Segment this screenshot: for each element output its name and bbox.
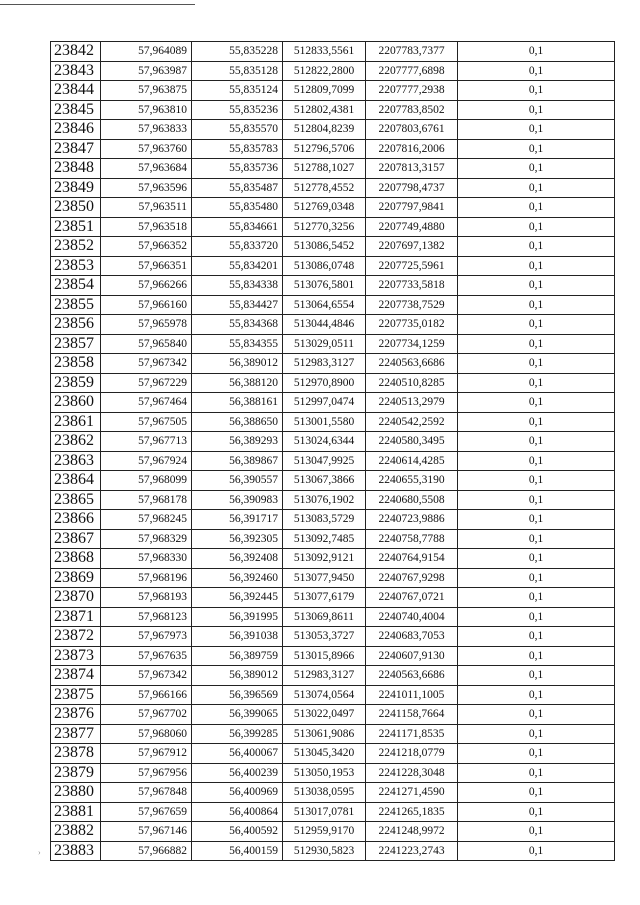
point-number: 23846 xyxy=(51,120,101,140)
accuracy-cell: 0,1 xyxy=(458,510,615,530)
latitude-cell: 57,963596 xyxy=(101,178,192,198)
accuracy-cell: 0,1 xyxy=(458,412,615,432)
latitude-cell: 57,967924 xyxy=(101,451,192,471)
latitude-cell: 57,963833 xyxy=(101,120,192,140)
latitude-cell: 57,964089 xyxy=(101,42,192,62)
latitude-cell: 57,968123 xyxy=(101,607,192,627)
latitude-cell: 57,967505 xyxy=(101,412,192,432)
point-number: 23883 xyxy=(51,841,101,861)
table-row xyxy=(51,100,615,120)
y-coordinate-cell: 2240680,5508 xyxy=(366,490,458,510)
x-coordinate-cell: 512809,7099 xyxy=(283,81,366,101)
latitude-cell: 57,967956 xyxy=(101,763,192,783)
y-coordinate-cell: 2240563,6686 xyxy=(366,666,458,686)
longitude-cell: 56,389012 xyxy=(192,354,283,374)
point-number: 23879 xyxy=(51,763,101,783)
point-number: 23854 xyxy=(51,276,101,296)
x-coordinate-cell: 513044,4846 xyxy=(283,315,366,335)
x-coordinate-cell: 513092,9121 xyxy=(283,549,366,569)
table-row xyxy=(51,841,615,861)
top-rule xyxy=(0,4,195,5)
accuracy-cell: 0,1 xyxy=(458,237,615,257)
table-row xyxy=(51,451,615,471)
latitude-cell: 57,968060 xyxy=(101,724,192,744)
point-number: 23847 xyxy=(51,139,101,159)
point-number: 23882 xyxy=(51,822,101,842)
point-number: 23877 xyxy=(51,724,101,744)
table-row xyxy=(51,432,615,452)
table-row xyxy=(51,627,615,647)
accuracy-cell: 0,1 xyxy=(458,627,615,647)
y-coordinate-cell: 2240740,4004 xyxy=(366,607,458,627)
accuracy-cell: 0,1 xyxy=(458,354,615,374)
point-number: 23849 xyxy=(51,178,101,198)
point-number: 23880 xyxy=(51,783,101,803)
x-coordinate-cell: 513092,7485 xyxy=(283,529,366,549)
latitude-cell: 57,968245 xyxy=(101,510,192,530)
table-row xyxy=(51,295,615,315)
accuracy-cell: 0,1 xyxy=(458,646,615,666)
accuracy-cell: 0,1 xyxy=(458,724,615,744)
y-coordinate-cell: 2207783,7377 xyxy=(366,42,458,62)
table-row xyxy=(51,529,615,549)
point-number: 23857 xyxy=(51,334,101,354)
x-coordinate-cell: 512930,5823 xyxy=(283,841,366,861)
y-coordinate-cell: 2240767,9298 xyxy=(366,568,458,588)
y-coordinate-cell: 2240723,9886 xyxy=(366,510,458,530)
accuracy-cell: 0,1 xyxy=(458,276,615,296)
latitude-cell: 57,967146 xyxy=(101,822,192,842)
latitude-cell: 57,967973 xyxy=(101,627,192,647)
table-row xyxy=(51,490,615,510)
longitude-cell: 55,834661 xyxy=(192,217,283,237)
y-coordinate-cell: 2240764,9154 xyxy=(366,549,458,569)
accuracy-cell: 0,1 xyxy=(458,607,615,627)
table-row xyxy=(51,646,615,666)
accuracy-cell: 0,1 xyxy=(458,685,615,705)
longitude-cell: 55,834338 xyxy=(192,276,283,296)
point-number: 23851 xyxy=(51,217,101,237)
latitude-cell: 57,968099 xyxy=(101,471,192,491)
y-coordinate-cell: 2207813,3157 xyxy=(366,159,458,179)
latitude-cell: 57,967713 xyxy=(101,432,192,452)
accuracy-cell: 0,1 xyxy=(458,568,615,588)
point-number: 23843 xyxy=(51,61,101,81)
y-coordinate-cell: 2240758,7788 xyxy=(366,529,458,549)
longitude-cell: 56,388120 xyxy=(192,373,283,393)
longitude-cell: 56,389867 xyxy=(192,451,283,471)
table-row xyxy=(51,61,615,81)
point-number: 23872 xyxy=(51,627,101,647)
longitude-cell: 56,399285 xyxy=(192,724,283,744)
accuracy-cell: 0,1 xyxy=(458,139,615,159)
y-coordinate-cell: 2241218,0779 xyxy=(366,744,458,764)
accuracy-cell: 0,1 xyxy=(458,783,615,803)
point-number: 23860 xyxy=(51,393,101,413)
latitude-cell: 57,966266 xyxy=(101,276,192,296)
latitude-cell: 57,968329 xyxy=(101,529,192,549)
table-row xyxy=(51,705,615,725)
accuracy-cell: 0,1 xyxy=(458,120,615,140)
x-coordinate-cell: 513061,9086 xyxy=(283,724,366,744)
table-body xyxy=(51,42,615,861)
table-row xyxy=(51,393,615,413)
table-row xyxy=(51,256,615,276)
accuracy-cell: 0,1 xyxy=(458,81,615,101)
longitude-cell: 56,392460 xyxy=(192,568,283,588)
x-coordinate-cell: 513064,6554 xyxy=(283,295,366,315)
table-row xyxy=(51,217,615,237)
longitude-cell: 55,833720 xyxy=(192,237,283,257)
y-coordinate-cell: 2207697,1382 xyxy=(366,237,458,257)
longitude-cell: 55,834427 xyxy=(192,295,283,315)
point-number: 23859 xyxy=(51,373,101,393)
latitude-cell: 57,967848 xyxy=(101,783,192,803)
y-coordinate-cell: 2241228,3048 xyxy=(366,763,458,783)
latitude-cell: 57,967635 xyxy=(101,646,192,666)
latitude-cell: 57,966352 xyxy=(101,237,192,257)
y-coordinate-cell: 2207797,9841 xyxy=(366,198,458,218)
x-coordinate-cell: 513083,5729 xyxy=(283,510,366,530)
latitude-cell: 57,963810 xyxy=(101,100,192,120)
point-number: 23873 xyxy=(51,646,101,666)
point-number: 23858 xyxy=(51,354,101,374)
y-coordinate-cell: 2240683,7053 xyxy=(366,627,458,647)
latitude-cell: 57,968193 xyxy=(101,588,192,608)
latitude-cell: 57,967464 xyxy=(101,393,192,413)
x-coordinate-cell: 513074,0564 xyxy=(283,685,366,705)
point-number: 23868 xyxy=(51,549,101,569)
x-coordinate-cell: 512983,3127 xyxy=(283,666,366,686)
longitude-cell: 56,388161 xyxy=(192,393,283,413)
point-number: 23852 xyxy=(51,237,101,257)
point-number: 23850 xyxy=(51,198,101,218)
accuracy-cell: 0,1 xyxy=(458,373,615,393)
table-row xyxy=(51,334,615,354)
latitude-cell: 57,968330 xyxy=(101,549,192,569)
accuracy-cell: 0,1 xyxy=(458,217,615,237)
x-coordinate-cell: 513024,6344 xyxy=(283,432,366,452)
accuracy-cell: 0,1 xyxy=(458,666,615,686)
point-number: 23864 xyxy=(51,471,101,491)
table-row xyxy=(51,276,615,296)
y-coordinate-cell: 2207816,2006 xyxy=(366,139,458,159)
table-row xyxy=(51,373,615,393)
accuracy-cell: 0,1 xyxy=(458,841,615,861)
longitude-cell: 56,400067 xyxy=(192,744,283,764)
longitude-cell: 56,391995 xyxy=(192,607,283,627)
x-coordinate-cell: 512788,1027 xyxy=(283,159,366,179)
latitude-cell: 57,965840 xyxy=(101,334,192,354)
point-number: 23871 xyxy=(51,607,101,627)
longitude-cell: 56,400239 xyxy=(192,763,283,783)
x-coordinate-cell: 512983,3127 xyxy=(283,354,366,374)
x-coordinate-cell: 512959,9170 xyxy=(283,822,366,842)
point-number: 23874 xyxy=(51,666,101,686)
longitude-cell: 56,400159 xyxy=(192,841,283,861)
y-coordinate-cell: 2207783,8502 xyxy=(366,100,458,120)
y-coordinate-cell: 2207733,5818 xyxy=(366,276,458,296)
latitude-cell: 57,967702 xyxy=(101,705,192,725)
y-coordinate-cell: 2241271,4590 xyxy=(366,783,458,803)
longitude-cell: 55,835228 xyxy=(192,42,283,62)
latitude-cell: 57,963987 xyxy=(101,61,192,81)
table-row xyxy=(51,724,615,744)
y-coordinate-cell: 2240614,4285 xyxy=(366,451,458,471)
y-coordinate-cell: 2240580,3495 xyxy=(366,432,458,452)
longitude-cell: 56,400864 xyxy=(192,802,283,822)
latitude-cell: 57,966882 xyxy=(101,841,192,861)
point-number: 23855 xyxy=(51,295,101,315)
table-row xyxy=(51,354,615,374)
y-coordinate-cell: 2241158,7664 xyxy=(366,705,458,725)
accuracy-cell: 0,1 xyxy=(458,432,615,452)
x-coordinate-cell: 512770,3256 xyxy=(283,217,366,237)
y-coordinate-cell: 2240607,9130 xyxy=(366,646,458,666)
longitude-cell: 55,835783 xyxy=(192,139,283,159)
point-number: 23844 xyxy=(51,81,101,101)
latitude-cell: 57,963684 xyxy=(101,159,192,179)
longitude-cell: 55,835236 xyxy=(192,100,283,120)
table-row xyxy=(51,120,615,140)
x-coordinate-cell: 513077,6179 xyxy=(283,588,366,608)
longitude-cell: 56,392408 xyxy=(192,549,283,569)
point-number: 23881 xyxy=(51,802,101,822)
latitude-cell: 57,967342 xyxy=(101,666,192,686)
x-coordinate-cell: 513086,0748 xyxy=(283,256,366,276)
table-row xyxy=(51,666,615,686)
table-row xyxy=(51,237,615,257)
longitude-cell: 56,389759 xyxy=(192,646,283,666)
longitude-cell: 56,399065 xyxy=(192,705,283,725)
margin-mark: › xyxy=(38,848,41,857)
x-coordinate-cell: 513017,0781 xyxy=(283,802,366,822)
x-coordinate-cell: 512804,8239 xyxy=(283,120,366,140)
accuracy-cell: 0,1 xyxy=(458,178,615,198)
latitude-cell: 57,967229 xyxy=(101,373,192,393)
table-row xyxy=(51,685,615,705)
x-coordinate-cell: 513022,0497 xyxy=(283,705,366,725)
point-number: 23869 xyxy=(51,568,101,588)
x-coordinate-cell: 513076,5801 xyxy=(283,276,366,296)
longitude-cell: 55,835124 xyxy=(192,81,283,101)
x-coordinate-cell: 513047,9925 xyxy=(283,451,366,471)
y-coordinate-cell: 2207735,0182 xyxy=(366,315,458,335)
coordinates-table xyxy=(50,41,615,861)
y-coordinate-cell: 2241223,2743 xyxy=(366,841,458,861)
x-coordinate-cell: 513038,0595 xyxy=(283,783,366,803)
table-row xyxy=(51,198,615,218)
accuracy-cell: 0,1 xyxy=(458,588,615,608)
table-row xyxy=(51,81,615,101)
x-coordinate-cell: 512833,5561 xyxy=(283,42,366,62)
y-coordinate-cell: 2240513,2979 xyxy=(366,393,458,413)
x-coordinate-cell: 513067,3866 xyxy=(283,471,366,491)
longitude-cell: 55,835480 xyxy=(192,198,283,218)
longitude-cell: 55,834355 xyxy=(192,334,283,354)
latitude-cell: 57,963760 xyxy=(101,139,192,159)
longitude-cell: 56,390983 xyxy=(192,490,283,510)
point-number: 23861 xyxy=(51,412,101,432)
latitude-cell: 57,963518 xyxy=(101,217,192,237)
accuracy-cell: 0,1 xyxy=(458,744,615,764)
y-coordinate-cell: 2241011,1005 xyxy=(366,685,458,705)
table-row xyxy=(51,607,615,627)
longitude-cell: 56,389293 xyxy=(192,432,283,452)
table-row xyxy=(51,763,615,783)
x-coordinate-cell: 512778,4552 xyxy=(283,178,366,198)
longitude-cell: 55,834368 xyxy=(192,315,283,335)
y-coordinate-cell: 2241248,9972 xyxy=(366,822,458,842)
x-coordinate-cell: 512997,0474 xyxy=(283,393,366,413)
accuracy-cell: 0,1 xyxy=(458,256,615,276)
longitude-cell: 56,389012 xyxy=(192,666,283,686)
y-coordinate-cell: 2207777,2938 xyxy=(366,81,458,101)
latitude-cell: 57,963875 xyxy=(101,81,192,101)
y-coordinate-cell: 2207777,6898 xyxy=(366,61,458,81)
accuracy-cell: 0,1 xyxy=(458,451,615,471)
accuracy-cell: 0,1 xyxy=(458,61,615,81)
longitude-cell: 56,400592 xyxy=(192,822,283,842)
table-row xyxy=(51,568,615,588)
accuracy-cell: 0,1 xyxy=(458,393,615,413)
y-coordinate-cell: 2241265,1835 xyxy=(366,802,458,822)
y-coordinate-cell: 2240767,0721 xyxy=(366,588,458,608)
latitude-cell: 57,965978 xyxy=(101,315,192,335)
accuracy-cell: 0,1 xyxy=(458,490,615,510)
accuracy-cell: 0,1 xyxy=(458,334,615,354)
accuracy-cell: 0,1 xyxy=(458,822,615,842)
longitude-cell: 56,400969 xyxy=(192,783,283,803)
accuracy-cell: 0,1 xyxy=(458,295,615,315)
x-coordinate-cell: 512802,4381 xyxy=(283,100,366,120)
point-number: 23848 xyxy=(51,159,101,179)
longitude-cell: 56,396569 xyxy=(192,685,283,705)
point-number: 23866 xyxy=(51,510,101,530)
x-coordinate-cell: 513029,0511 xyxy=(283,334,366,354)
point-number: 23867 xyxy=(51,529,101,549)
latitude-cell: 57,966160 xyxy=(101,295,192,315)
table-row xyxy=(51,510,615,530)
longitude-cell: 55,835487 xyxy=(192,178,283,198)
latitude-cell: 57,963511 xyxy=(101,198,192,218)
latitude-cell: 57,967912 xyxy=(101,744,192,764)
longitude-cell: 55,835128 xyxy=(192,61,283,81)
x-coordinate-cell: 512822,2800 xyxy=(283,61,366,81)
longitude-cell: 55,835736 xyxy=(192,159,283,179)
point-number: 23865 xyxy=(51,490,101,510)
longitude-cell: 56,388650 xyxy=(192,412,283,432)
point-number: 23853 xyxy=(51,256,101,276)
x-coordinate-cell: 513053,3727 xyxy=(283,627,366,647)
table-row xyxy=(51,471,615,491)
x-coordinate-cell: 513076,1902 xyxy=(283,490,366,510)
x-coordinate-cell: 513045,3420 xyxy=(283,744,366,764)
x-coordinate-cell: 513001,5580 xyxy=(283,412,366,432)
longitude-cell: 56,391038 xyxy=(192,627,283,647)
point-number: 23863 xyxy=(51,451,101,471)
point-number: 23845 xyxy=(51,100,101,120)
table-row xyxy=(51,139,615,159)
table-row xyxy=(51,549,615,569)
point-number: 23856 xyxy=(51,315,101,335)
y-coordinate-cell: 2207798,4737 xyxy=(366,178,458,198)
point-number: 23870 xyxy=(51,588,101,608)
table-row xyxy=(51,744,615,764)
point-number: 23862 xyxy=(51,432,101,452)
latitude-cell: 57,966166 xyxy=(101,685,192,705)
point-number: 23878 xyxy=(51,744,101,764)
accuracy-cell: 0,1 xyxy=(458,159,615,179)
y-coordinate-cell: 2241171,8535 xyxy=(366,724,458,744)
accuracy-cell: 0,1 xyxy=(458,100,615,120)
x-coordinate-cell: 513086,5452 xyxy=(283,237,366,257)
x-coordinate-cell: 512796,5706 xyxy=(283,139,366,159)
y-coordinate-cell: 2207725,5961 xyxy=(366,256,458,276)
table-row xyxy=(51,588,615,608)
y-coordinate-cell: 2207803,6761 xyxy=(366,120,458,140)
accuracy-cell: 0,1 xyxy=(458,763,615,783)
longitude-cell: 56,392305 xyxy=(192,529,283,549)
y-coordinate-cell: 2240655,3190 xyxy=(366,471,458,491)
x-coordinate-cell: 512769,0348 xyxy=(283,198,366,218)
longitude-cell: 56,392445 xyxy=(192,588,283,608)
accuracy-cell: 0,1 xyxy=(458,549,615,569)
x-coordinate-cell: 513077,9450 xyxy=(283,568,366,588)
x-coordinate-cell: 513050,1953 xyxy=(283,763,366,783)
table-row xyxy=(51,178,615,198)
y-coordinate-cell: 2240542,2592 xyxy=(366,412,458,432)
y-coordinate-cell: 2207734,1259 xyxy=(366,334,458,354)
table-row xyxy=(51,159,615,179)
accuracy-cell: 0,1 xyxy=(458,315,615,335)
table-row xyxy=(51,315,615,335)
latitude-cell: 57,966351 xyxy=(101,256,192,276)
latitude-cell: 57,968178 xyxy=(101,490,192,510)
longitude-cell: 55,834201 xyxy=(192,256,283,276)
y-coordinate-cell: 2207738,7529 xyxy=(366,295,458,315)
latitude-cell: 57,968196 xyxy=(101,568,192,588)
x-coordinate-cell: 512970,8900 xyxy=(283,373,366,393)
x-coordinate-cell: 513069,8611 xyxy=(283,607,366,627)
accuracy-cell: 0,1 xyxy=(458,802,615,822)
accuracy-cell: 0,1 xyxy=(458,471,615,491)
table-row xyxy=(51,412,615,432)
x-coordinate-cell: 513015,8966 xyxy=(283,646,366,666)
point-number: 23876 xyxy=(51,705,101,725)
point-number: 23842 xyxy=(51,42,101,62)
latitude-cell: 57,967342 xyxy=(101,354,192,374)
table-row xyxy=(51,802,615,822)
table-row xyxy=(51,42,615,62)
y-coordinate-cell: 2240563,6686 xyxy=(366,354,458,374)
longitude-cell: 56,391717 xyxy=(192,510,283,530)
accuracy-cell: 0,1 xyxy=(458,42,615,62)
latitude-cell: 57,967659 xyxy=(101,802,192,822)
y-coordinate-cell: 2207749,4880 xyxy=(366,217,458,237)
accuracy-cell: 0,1 xyxy=(458,705,615,725)
table-row xyxy=(51,822,615,842)
table-row xyxy=(51,783,615,803)
accuracy-cell: 0,1 xyxy=(458,198,615,218)
longitude-cell: 55,835570 xyxy=(192,120,283,140)
point-number: 23875 xyxy=(51,685,101,705)
longitude-cell: 56,390557 xyxy=(192,471,283,491)
y-coordinate-cell: 2240510,8285 xyxy=(366,373,458,393)
accuracy-cell: 0,1 xyxy=(458,529,615,549)
